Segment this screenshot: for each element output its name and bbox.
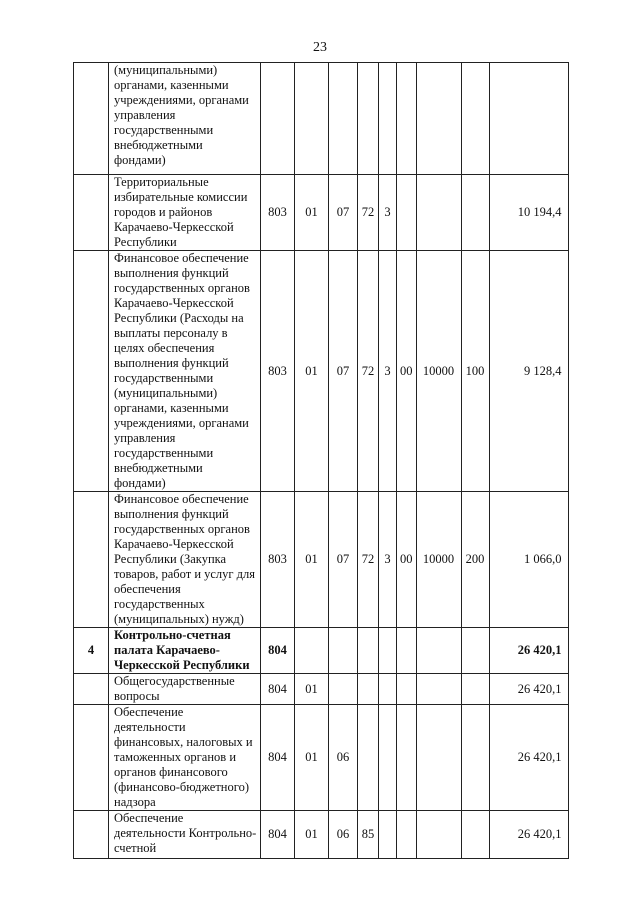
table-row	[74, 674, 569, 705]
code-rz: 01	[295, 251, 329, 492]
code-cs-subprogram	[379, 705, 397, 811]
code-cs-program: 72	[358, 492, 379, 628]
code-rz	[295, 628, 329, 674]
budget-item-name: Обеспечение деятельности Контрольно-счетной	[109, 811, 261, 859]
code-gr: 804	[261, 628, 295, 674]
table-row	[74, 492, 569, 628]
table-row	[74, 705, 569, 811]
code-cs-expense	[416, 175, 461, 251]
code-vr	[461, 63, 489, 175]
code-cs-program: 72	[358, 251, 379, 492]
code-gr: 804	[261, 705, 295, 811]
code-cs-subprogram: 3	[379, 251, 397, 492]
code-gr: 804	[261, 811, 295, 859]
code-gr: 803	[261, 175, 295, 251]
budget-item-name: Территориальные избирательные комиссии городов и районов Карачаево-Черкесской Республики	[109, 175, 261, 251]
code-vr	[461, 175, 489, 251]
code-pr: 07	[329, 492, 358, 628]
code-cs-direction	[397, 705, 417, 811]
code-rz: 01	[295, 175, 329, 251]
code-gr: 804	[261, 674, 295, 705]
code-cs-program: 85	[358, 811, 379, 859]
code-cs-direction	[397, 175, 417, 251]
code-vr	[461, 674, 489, 705]
code-pr	[329, 63, 358, 175]
row-number	[74, 674, 109, 705]
code-cs-subprogram	[379, 674, 397, 705]
code-cs-direction	[397, 811, 417, 859]
amount: 1 066,0	[489, 492, 568, 628]
budget-item-name: Финансовое обеспечение выполнения функций государственных органов Карачаево-Черкесской Республики (Закупка товаров, работ и услуг для обеспечения государственных (муниципальных) нужд)	[109, 492, 261, 628]
code-cs-expense: 10000	[416, 492, 461, 628]
budget-item-name: (муниципальными) органами, казенными учреждениями, органами управления государственными внебюджетными фондами)	[109, 63, 261, 175]
table-row	[74, 175, 569, 251]
code-cs-program: 72	[358, 175, 379, 251]
code-cs-expense	[416, 705, 461, 811]
code-rz: 01	[295, 492, 329, 628]
amount: 26 420,1	[489, 811, 568, 859]
amount: 9 128,4	[489, 251, 568, 492]
code-cs-program	[358, 63, 379, 175]
row-number	[74, 175, 109, 251]
code-gr	[261, 63, 295, 175]
code-vr: 200	[461, 492, 489, 628]
row-number: 4	[74, 628, 109, 674]
amount: 26 420,1	[489, 705, 568, 811]
code-cs-expense	[416, 674, 461, 705]
row-number	[74, 63, 109, 175]
code-pr	[329, 674, 358, 705]
budget-item-name: Общегосударственные вопросы	[109, 674, 261, 705]
code-vr	[461, 811, 489, 859]
code-cs-subprogram: 3	[379, 175, 397, 251]
row-number	[74, 705, 109, 811]
table-row	[74, 251, 569, 492]
code-cs-direction	[397, 674, 417, 705]
code-cs-expense: 10000	[416, 251, 461, 492]
code-pr: 06	[329, 811, 358, 859]
code-pr: 07	[329, 251, 358, 492]
code-rz	[295, 63, 329, 175]
table-row	[74, 628, 569, 674]
code-rz: 01	[295, 705, 329, 811]
code-cs-expense	[416, 63, 461, 175]
code-cs-direction	[397, 63, 417, 175]
code-cs-subprogram: 3	[379, 492, 397, 628]
code-cs-subprogram	[379, 63, 397, 175]
table-row	[74, 63, 569, 175]
row-number	[74, 492, 109, 628]
code-vr	[461, 628, 489, 674]
code-cs-expense	[416, 811, 461, 859]
code-cs-expense	[416, 628, 461, 674]
code-cs-program	[358, 705, 379, 811]
amount: 26 420,1	[489, 628, 568, 674]
code-rz: 01	[295, 674, 329, 705]
code-cs-program	[358, 674, 379, 705]
code-vr	[461, 705, 489, 811]
code-gr: 803	[261, 251, 295, 492]
code-gr: 803	[261, 492, 295, 628]
code-pr	[329, 628, 358, 674]
page-number: 23	[313, 40, 327, 55]
code-cs-direction: 00	[397, 251, 417, 492]
code-rz: 01	[295, 811, 329, 859]
code-cs-subprogram	[379, 811, 397, 859]
table-row	[74, 811, 569, 859]
row-number	[74, 251, 109, 492]
code-pr: 06	[329, 705, 358, 811]
code-cs-subprogram	[379, 628, 397, 674]
code-cs-program	[358, 628, 379, 674]
row-number	[74, 811, 109, 859]
budget-item-name: Финансовое обеспечение выполнения функций государственных органов Карачаево-Черкесской Республики (Расходы на выплаты персоналу в целях обеспечения выполнения функций государственными (муниципальными) органами, казенными учреждениями, органами управления государственными внебюджетными фондами)	[109, 251, 261, 492]
amount: 26 420,1	[489, 674, 568, 705]
code-cs-direction	[397, 628, 417, 674]
code-pr: 07	[329, 175, 358, 251]
amount	[489, 63, 568, 175]
budget-item-name: Обеспечение деятельности финансовых, налоговых и таможенных органов и органов финансового (финансово-бюджетного) надзора	[109, 705, 261, 811]
code-vr: 100	[461, 251, 489, 492]
budget-item-name: Контрольно-счетная палата Карачаево-Черкесской Республики	[109, 628, 261, 674]
amount: 10 194,4	[489, 175, 568, 251]
code-cs-direction: 00	[397, 492, 417, 628]
budget-table	[73, 62, 569, 859]
